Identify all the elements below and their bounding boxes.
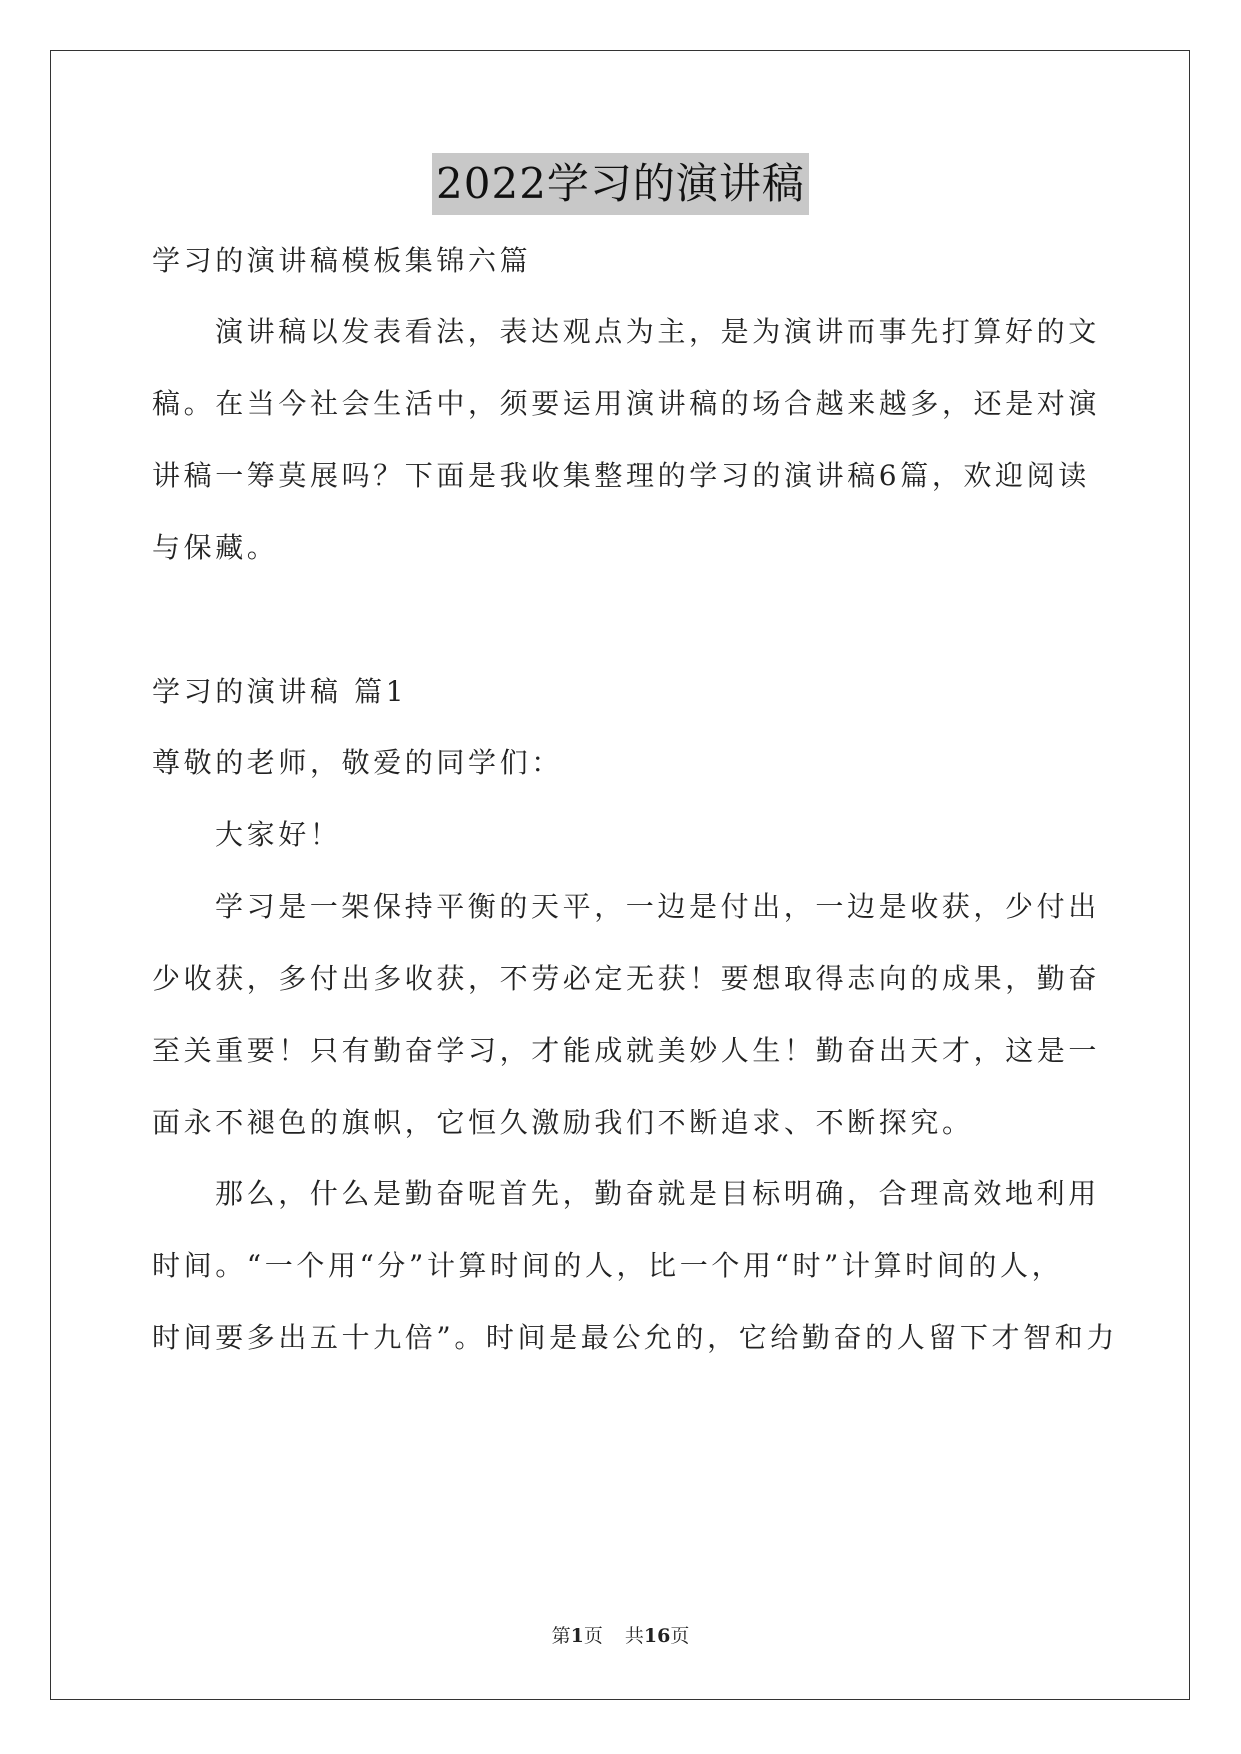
footer-page-total: 16 (643, 1625, 671, 1647)
paragraph-line: 少收获，多付出多收获，不劳必定无获！要想取得志向的成果，勤奋 (152, 962, 1101, 995)
salutation-line: 尊敬的老师，敬爱的同学们： (152, 746, 563, 779)
footer-page-prefix: 第 (551, 1625, 571, 1647)
title-wrap (0, 153, 1241, 215)
footer-total-prefix: 共 (624, 1625, 644, 1647)
paragraph-line: 面永不褪色的旗帜，它恒久激励我们不断追求、不断探究。 (152, 1106, 974, 1139)
paragraph-line: 至关重要！只有勤奋学习，才能成就美妙人生！勤奋出天才，这是一 (152, 1034, 1101, 1067)
paragraph-line: 讲稿一筹莫展吗？下面是我收集整理的学习的演讲稿6篇，欢迎阅读 (152, 459, 1090, 492)
page-footer (0, 1623, 1241, 1649)
subtitle-line: 学习的演讲稿模板集锦六篇 (152, 244, 532, 277)
paragraph-line: 与保藏。 (152, 531, 279, 564)
footer-total-suffix: 页 (670, 1625, 690, 1647)
paragraph-line: 时间要多出五十九倍”。时间是最公允的，它给勤奋的人留下才智和力 (152, 1321, 1118, 1354)
footer-page-mid: 页 (583, 1625, 603, 1647)
paragraph-line: 那么，什么是勤奋呢首先，勤奋就是目标明确，合理高效地利用 (215, 1177, 1100, 1210)
document-title: 2022学习的演讲稿 (432, 153, 809, 215)
paragraph-line: 时间。“一个用“分”计算时间的人，比一个用“时”计算时间的人， (152, 1249, 1064, 1282)
paragraph-line: 演讲稿以发表看法，表达观点为主，是为演讲而事先打算好的文 (215, 315, 1100, 348)
greeting-line: 大家好！ (215, 818, 342, 851)
section-heading: 学习的演讲稿 篇1 (152, 675, 408, 708)
page-frame (50, 50, 1190, 1700)
paragraph-line: 学习是一架保持平衡的天平，一边是付出，一边是收获，少付出 (215, 890, 1100, 923)
footer-page-current: 1 (570, 1625, 584, 1647)
paragraph-line: 稿。在当今社会生活中，须要运用演讲稿的场合越来越多，还是对演 (152, 387, 1101, 420)
